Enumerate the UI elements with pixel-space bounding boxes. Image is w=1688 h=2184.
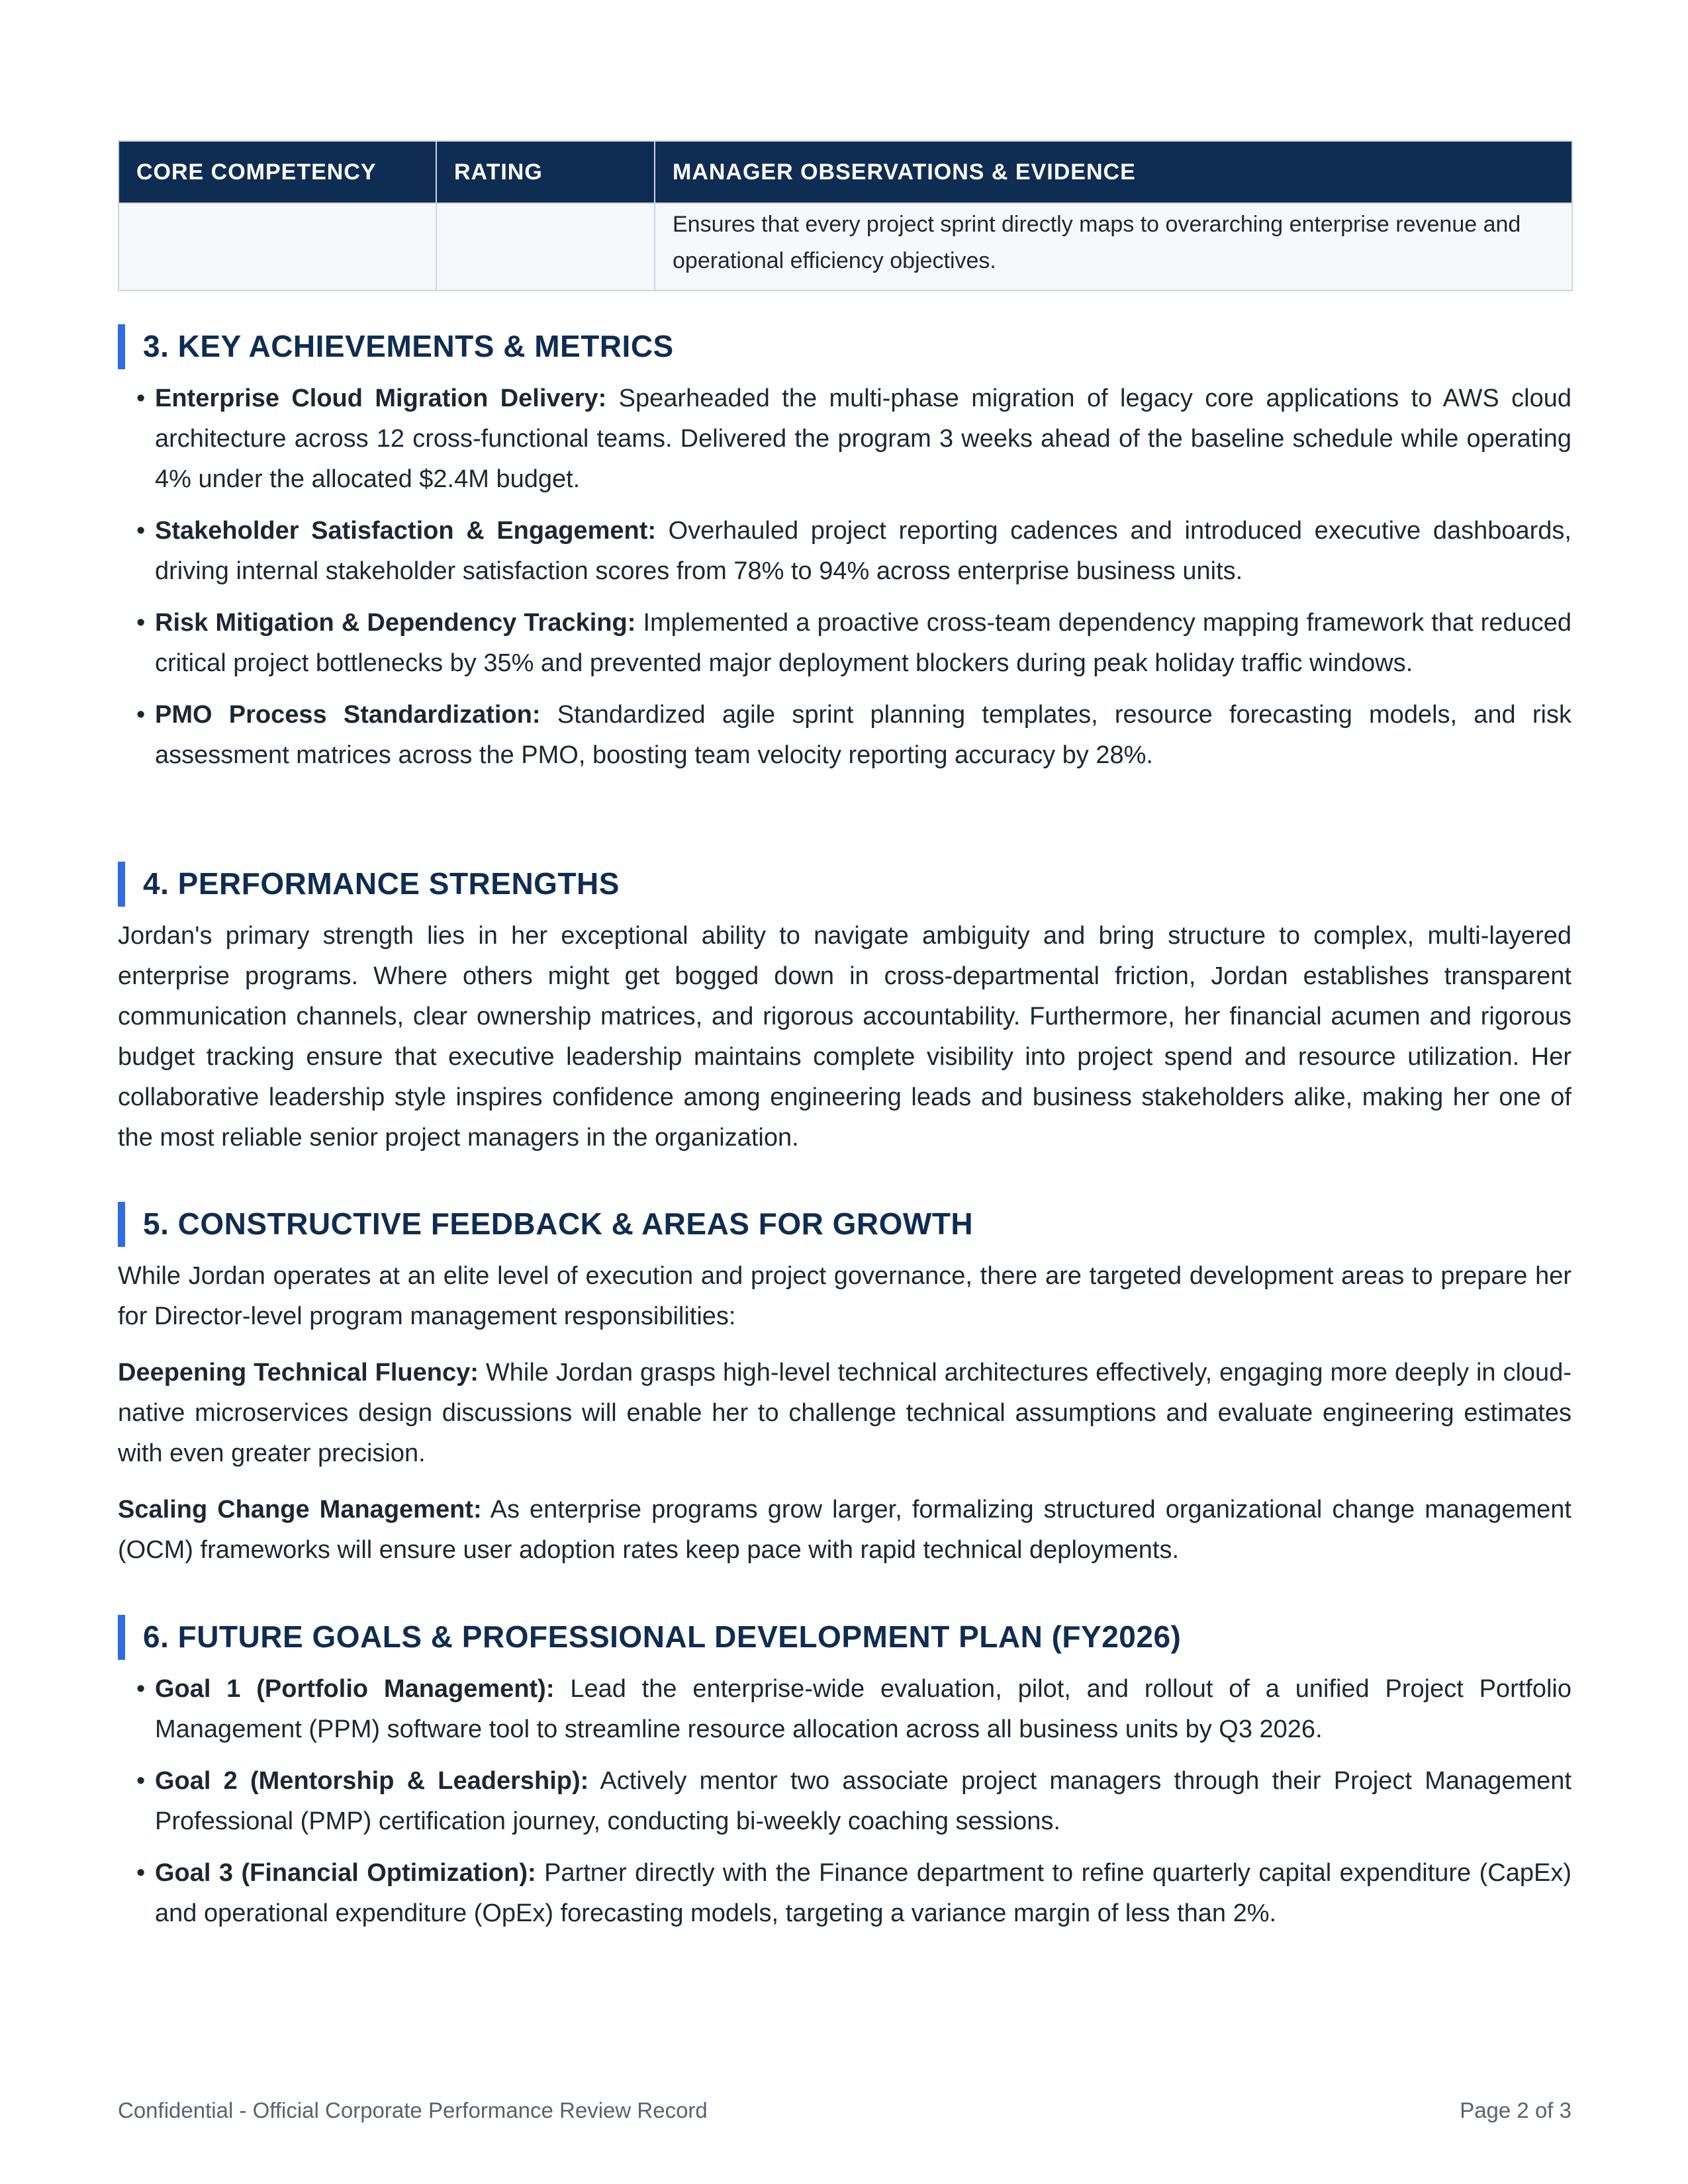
list-item xyxy=(118,511,1571,592)
cell-competency xyxy=(118,203,436,291)
goals-list xyxy=(118,1669,1571,1934)
accent-bar xyxy=(118,862,125,907)
feedback-item xyxy=(118,1353,1571,1474)
column-header-competency: CORE COMPETENCY xyxy=(118,141,436,203)
bullet-icon: • xyxy=(136,1767,146,1795)
achievements-list xyxy=(118,379,1571,776)
section-title xyxy=(118,323,1571,369)
page-number: Page 2 of 3 xyxy=(1460,2098,1571,2122)
section-title-text: 6. FUTURE GOALS & PROFESSIONAL DEVELOPMENT PLAN (FY2026) xyxy=(143,1619,1182,1654)
column-header-observations: MANAGER OBSERVATIONS & EVIDENCE xyxy=(655,141,1572,203)
item-label: Goal 2 (Mentorship & Leadership): xyxy=(155,1767,589,1795)
bullet-icon: • xyxy=(136,385,146,412)
section-title xyxy=(118,1201,1571,1247)
list-item xyxy=(118,1761,1571,1842)
bullet-icon: • xyxy=(136,609,146,637)
item-text: Implemented a proactive cross-team dependency mapping framework that reduced critical project bottlenecks by 35% and prevented major deployment blockers during peak holiday traffic windows. xyxy=(155,609,1571,677)
item-label: Risk Mitigation & Dependency Tracking: xyxy=(155,609,636,637)
bullet-icon: • xyxy=(136,1675,146,1703)
list-item xyxy=(118,1669,1571,1750)
item-text: While Jordan grasps high-level technical architectures effectively, engaging more deeply in cloud-native microservices design discussions will enable her to challenge technical assumptions and evaluate engineering estimates with even greater precision. xyxy=(118,1359,1571,1467)
item-text: Overhauled project reporting cadences and introduced executive dashboards, driving internal stakeholder satisfaction scores from 78% to 94% across enterprise business units. xyxy=(155,517,1571,585)
feedback-item xyxy=(118,1490,1571,1570)
accent-bar xyxy=(118,1615,125,1660)
cell-rating xyxy=(436,203,655,291)
table-row xyxy=(118,203,1572,291)
section-title-text: 4. PERFORMANCE STRENGTHS xyxy=(143,866,620,901)
item-label: Stakeholder Satisfaction & Engagement: xyxy=(155,517,657,545)
competency-table xyxy=(118,140,1573,291)
section-title-text: 3. KEY ACHIEVEMENTS & METRICS xyxy=(143,329,674,363)
list-item xyxy=(118,603,1571,684)
item-label: Goal 3 (Financial Optimization): xyxy=(155,1859,536,1887)
cell-observation: Ensures that every project sprint directly maps to overarching enterprise revenue and operational efficiency objectives. xyxy=(655,203,1572,291)
item-label: Enterprise Cloud Migration Delivery: xyxy=(155,385,607,412)
section-title-text: 5. CONSTRUCTIVE FEEDBACK & AREAS FOR GROWTH xyxy=(143,1206,974,1241)
strengths-paragraph: Jordan's primary strength lies in her exceptional ability to navigate ambiguity and bring structure to complex, multi-layered enterprise programs. Where others might get bogged down in cross-departmental friction, Jordan establishes transparent communication channels, clear ownership matrices, and rigorous accountability. Furthermore, her financial acumen and rigorous budget tracking ensure that executive leadership maintains complete visibility into project spend and resource utilization. Her collaborative leadership style inspires confidence among engineering leads and business stakeholders alike, making her one of the most reliable senior project managers in the organization. xyxy=(118,922,1571,1152)
section-future-goals xyxy=(118,1614,1571,1945)
item-text: Lead the enterprise-wide evaluation, pilot, and rollout of a unified Project Portfolio Management (PPM) software tool to streamline resource allocation across all business units by Q3 2026. xyxy=(155,1675,1571,1743)
item-label: Deepening Technical Fluency: xyxy=(118,1359,479,1387)
list-item xyxy=(118,1853,1571,1934)
accent-bar xyxy=(118,1202,125,1247)
column-header-rating: RATING xyxy=(436,141,655,203)
bullet-icon: • xyxy=(136,1859,146,1887)
bullet-icon: • xyxy=(136,701,146,729)
item-text: Partner directly with the Finance department to refine quarterly capital expenditure (CapEx) and operational expenditure (OpEx) forecasting models, targeting a variance margin of less than 2%. xyxy=(155,1859,1571,1927)
footer-confidential-text: Confidential - Official Corporate Performance Review Record xyxy=(118,2098,708,2122)
document-page xyxy=(118,140,1571,291)
section-title xyxy=(118,1614,1571,1660)
item-text: Spearheaded the multi-phase migration of legacy core applications to AWS cloud architecture across 12 cross-functional teams. Delivered the program 3 weeks ahead of the baseline schedule while operating 4% under the allocated $2.4M budget. xyxy=(155,385,1571,493)
list-item xyxy=(118,379,1571,500)
list-item xyxy=(118,695,1571,776)
item-label: Goal 1 (Portfolio Management): xyxy=(155,1675,555,1703)
item-text: Standardized agile sprint planning templates, resource forecasting models, and risk assessment matrices across the PMO, boosting team velocity reporting accuracy by 28%. xyxy=(155,701,1571,769)
item-text: As enterprise programs grow larger, formalizing structured organizational change management (OCM) frameworks will ensure user adoption rates keep pace with rapid technical deployments. xyxy=(118,1496,1571,1564)
section-constructive-feedback xyxy=(118,1201,1571,1570)
accent-bar xyxy=(118,324,125,369)
section-key-achievements xyxy=(118,323,1571,787)
feedback-intro: While Jordan operates at an elite level of execution and project governance, there are targeted development areas to prepare her for Director-level program management responsibilities: xyxy=(118,1262,1571,1330)
item-text: Actively mentor two associate project managers through their Project Management Professional (PMP) certification journey, conducting bi-weekly coaching sessions. xyxy=(155,1767,1571,1835)
table-header-row xyxy=(118,141,1572,203)
section-performance-strengths xyxy=(118,860,1571,1158)
item-label: Scaling Change Management: xyxy=(118,1496,482,1524)
bullet-icon: • xyxy=(136,517,146,545)
section-title xyxy=(118,860,1571,907)
item-label: PMO Process Standardization: xyxy=(155,701,541,729)
